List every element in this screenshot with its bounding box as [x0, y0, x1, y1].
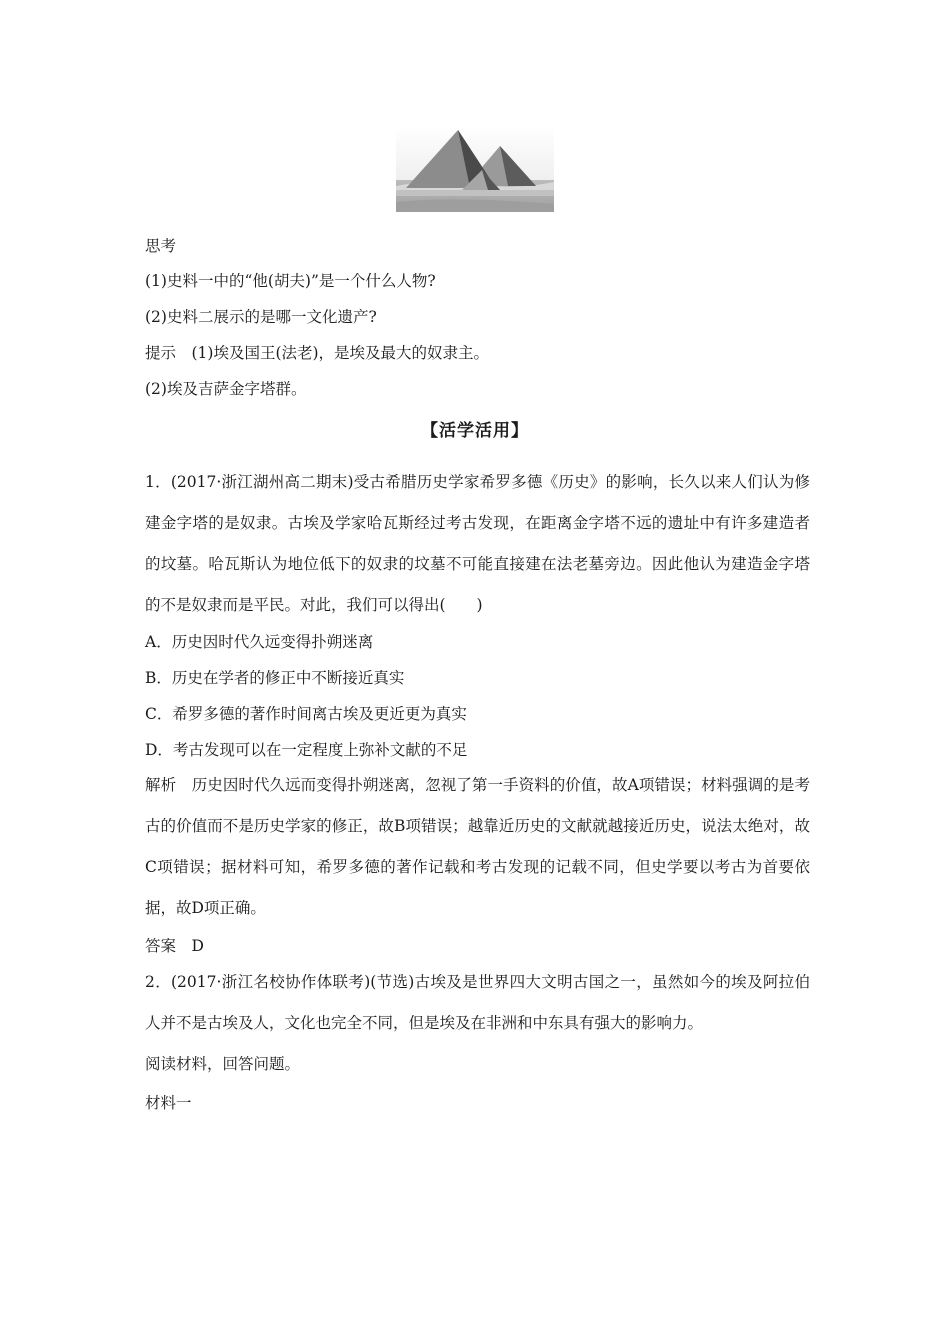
option-c: C．希罗多德的著作时间离古埃及更近更为真实	[145, 705, 467, 723]
option-b: B．历史在学者的修正中不断接近真实	[145, 669, 405, 687]
think-question-1: (1)史料一中的“他(胡夫)”是一个什么人物?	[145, 272, 436, 290]
question-1-stem: 1．(2017·浙江湖州高二期末)受古希腊历史学家希罗多德《历史》的影响，长久以来人们认为修建金字塔的是奴隶。古埃及学家哈瓦斯经过考古发现，在距离金字塔不远的遗址中有许多建造者的坟墓。哈瓦斯认为地位低下的奴隶的坟墓不可能直接建在法老墓旁边。因此他认为建造金字塔的不是奴隶而是平民。对此，我们可以得出( )	[145, 473, 810, 614]
think-label: 思考	[145, 237, 177, 255]
question-2-stem: 2．(2017·浙江名校协作体联考)(节选)古埃及是世界四大文明古国之一，虽然如今的埃及阿拉伯人并不是古埃及人，文化也完全不同，但是埃及在非洲和中东具有强大的影响力。	[145, 973, 810, 1032]
option-a: A．历史因时代久远变得扑朔迷离	[145, 633, 374, 651]
question-2-instruction: 阅读材料，回答问题。	[145, 1055, 301, 1073]
section-title: 【活学活用】	[421, 421, 529, 441]
question-1-answer: 答案 D	[145, 937, 204, 955]
hint-2: (2)埃及吉萨金字塔群。	[145, 380, 307, 398]
material-1-label: 材料一	[145, 1094, 192, 1112]
think-question-2: (2)史料二展示的是哪一文化遗产?	[145, 308, 377, 326]
question-1-analysis: 解析 历史因时代久远而变得扑朔迷离，忽视了第一手资料的价值，故A项错误；材料强调的是考古的价值而不是历史学家的修正，故B项错误；越靠近历史的文献就越接近历史，说法太绝对，故C项错误；据材料可知，希罗多德的著作记载和考古发现的记载不同，但史学要以考古为首要依据，故D项正确。	[145, 776, 810, 917]
pyramids-photo	[396, 126, 554, 212]
hint-1: 提示 (1)埃及国王(法老)，是埃及最大的奴隶主。	[145, 344, 490, 362]
option-d: D．考古发现可以在一定程度上弥补文献的不足	[145, 741, 468, 759]
